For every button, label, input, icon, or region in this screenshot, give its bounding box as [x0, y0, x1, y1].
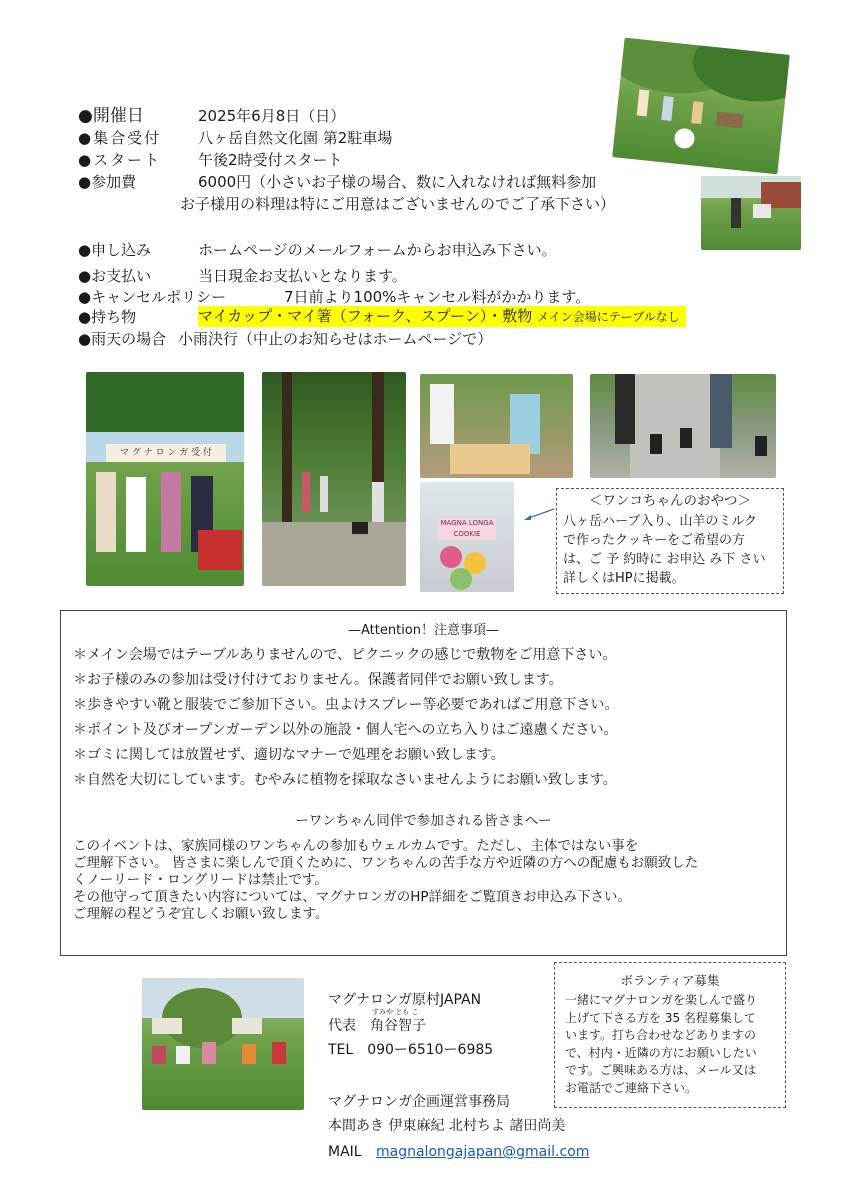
- attention-item: ＊お子様のみの参加は受け付けておりません。保護者同伴でお願い致します。: [73, 672, 563, 688]
- dog-section-title: ーワンちゃん同伴で参加される皆さまへー: [295, 813, 552, 829]
- mail-link[interactable]: magnalongajapan@gmail.com: [376, 1144, 590, 1160]
- attention-item: ＊ゴミに関しては放置せず、適切なマナーで処理をお願い致します。: [73, 747, 505, 763]
- info-start-value: 午後2時受付スタート: [198, 151, 343, 169]
- attention-title: —Attention！注意事項—: [348, 623, 499, 638]
- attention-item: ＊自然を大切にしています。むやみに植物を採取なさいませんようにお願い致します。: [73, 772, 617, 788]
- dog-line: くノーリード・ロングリードは禁止です。: [73, 872, 328, 888]
- info-rain-value: 小雨決行（中止のお知らせはホームページで）: [178, 330, 493, 348]
- reception-sign: マ グ ナ ロ ン ガ 受 付: [106, 444, 226, 462]
- info-fee-label: ●参加費: [78, 173, 137, 191]
- snack-line: は、ご 予 約時に お申込 み下 さい: [563, 552, 766, 567]
- rep-ruby: すみや とも こ: [372, 1008, 419, 1016]
- snack-line: 八ヶ岳ハーブ入り、山羊のミルク: [563, 514, 758, 529]
- volunteer-line: です。ご興味ある方は、メール又は: [565, 1063, 756, 1077]
- info-apply-label: ●申し込み: [78, 241, 152, 259]
- volunteer-line: 上げて下さる方を 35 名程募集して: [565, 1010, 756, 1025]
- volunteer-text: [565, 992, 757, 1097]
- volunteer-line: で、村内・近隣の方にお願いしたい: [565, 1045, 757, 1060]
- attention-item: ＊歩きやすい靴と服装でご参加下さい。虫よけスプレー等必要であればご用意下さい。: [73, 697, 619, 713]
- dog-line: ご理解の程どうぞ宜しくお願い致します。: [73, 906, 329, 922]
- info-items-label: ●持ち物: [78, 308, 137, 326]
- snack-title: ＜ワンコちゃんのおやつ＞: [589, 493, 751, 509]
- volunteer-line: います。打ち合わせなどありますの: [565, 1028, 757, 1042]
- info-items-text: マイカップ・マイ箸（フォーク、スプーン）・敷物: [198, 307, 533, 325]
- arrow-icon: [522, 506, 556, 522]
- info-rain-label: ●雨天の場合: [78, 330, 167, 348]
- attention-item: ＊ポイント及びオープンガーデン以外の施設・個人宅への立ち入りはご遠慮ください。: [73, 722, 618, 738]
- package-label: MAGNA LONGA COOKIE: [438, 518, 496, 540]
- photo-picnic-bottom: [142, 978, 304, 1110]
- info-items-note: メイン会場にテーブルなし: [536, 310, 680, 324]
- info-payment-label: ●お支払い: [78, 267, 152, 285]
- dog-line: ご理解下さい。 皆さまに楽しんで頂くために、ワンちゃんの苦手な方や近隣の方への配慮もお願致した: [73, 855, 699, 871]
- attention-item: ＊メイン会場ではテーブルありませんので、ピクニックの感じで敷物をご用意下さい。: [73, 647, 617, 663]
- snack-info-box: [556, 488, 784, 594]
- dog-section-text: [73, 838, 698, 923]
- info-fee-note: お子様用の料理は特にご用意はございませんのでご了承下さい）: [180, 195, 616, 213]
- dog-line: その他守って頂きたい内容については、マグナロンガのHP詳細をご覧頂きお申込み下さい。: [73, 889, 632, 905]
- snack-line: 詳しくはHPに掲載。: [563, 571, 685, 586]
- info-start-label: ●スタート: [78, 151, 162, 169]
- info-date-value: 2025年6月8日（日）: [198, 107, 346, 125]
- representative: 代表 角谷智子: [328, 1018, 426, 1034]
- volunteer-line: お電話でご連絡下さい。: [565, 1080, 698, 1095]
- attention-list: [73, 643, 618, 793]
- snack-line: で作ったクッキーをご希望の方: [563, 533, 746, 548]
- photo-cafe-top: [701, 176, 801, 250]
- office-name: マグナロンガ企画運営事務局: [328, 1094, 510, 1110]
- info-reception-value: 八ヶ岳自然文化園 第2駐車場: [198, 129, 393, 147]
- info-payment-value: 当日現金お支払いとなります。: [198, 267, 407, 285]
- photo-reception: [86, 372, 244, 586]
- photo-dog-walk: [590, 374, 776, 478]
- photo-cookie-package: [420, 482, 514, 592]
- photo-snack-stall: [420, 374, 573, 478]
- info-date-label: ●開催日: [78, 106, 144, 126]
- volunteer-box: [554, 962, 786, 1108]
- attention-box: [60, 610, 787, 956]
- org-name: マグナロンガ原村JAPAN: [328, 992, 482, 1008]
- volunteer-line: 一緒にマグナロンガを楽しんで盛り: [565, 993, 758, 1007]
- mail-label: MAIL: [328, 1144, 362, 1160]
- photo-picnic-top: [612, 38, 790, 175]
- telephone: TEL 090ー6510ー6985: [328, 1042, 494, 1058]
- info-fee-value: 6000円（小さいお子様の場合、数に入れなければ無料参加: [198, 173, 597, 191]
- office-members: 本間あき 伊東麻紀 北村ちよ 諸田尚美: [328, 1118, 566, 1134]
- info-apply-value: ホームページのメールフォームからお申込み下さい。: [198, 241, 557, 259]
- info-cancel-value: 7日前より100%キャンセル料がかかります。: [284, 288, 591, 306]
- snack-text: [563, 512, 766, 588]
- info-reception-label: ●集合受付: [78, 129, 162, 147]
- dog-line: このイベントは、家族同様のワンちゃんの参加もウェルカムです。ただし、主体ではない事を: [73, 838, 639, 854]
- info-items-value: [198, 306, 686, 327]
- volunteer-title: ボランティア募集: [620, 973, 720, 988]
- photo-forest-walk: [262, 372, 406, 586]
- info-cancel-label: ●キャンセルポリシー: [78, 288, 227, 306]
